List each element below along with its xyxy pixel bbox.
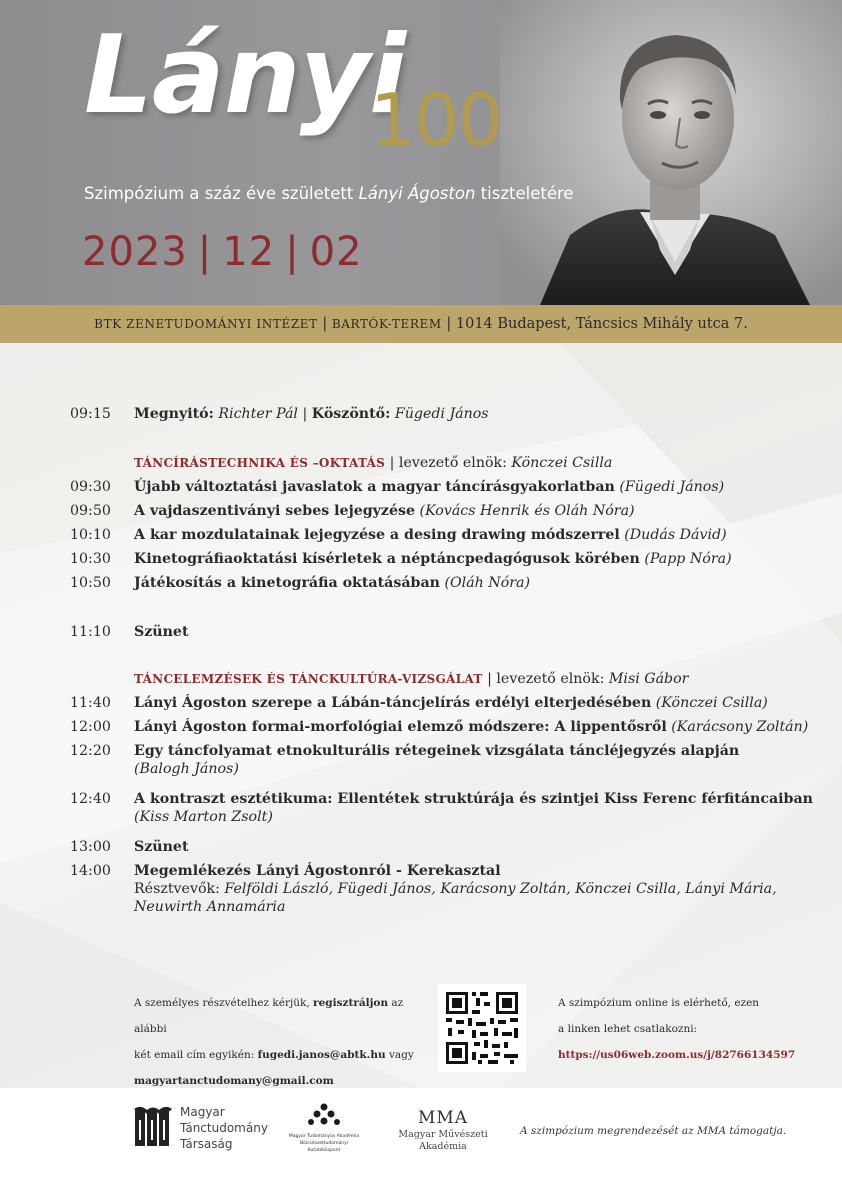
time: 11:10 bbox=[70, 624, 111, 640]
title-lanyi: Lányi bbox=[84, 13, 406, 138]
talk-speaker: (Balogh János) bbox=[134, 760, 239, 777]
welcome-name: Fügedi János bbox=[394, 406, 489, 422]
header-banner bbox=[0, 0, 842, 305]
event-date bbox=[82, 229, 363, 275]
org-name-line: Magyar Tudományos Akadémia bbox=[288, 1134, 360, 1139]
time: 09:15 bbox=[70, 406, 111, 422]
section-title: TÁNCELEMZÉSEK ÉS TÁNCKULTÚRA-VIZSGÁLAT bbox=[134, 672, 483, 686]
date-year: 2023 bbox=[82, 229, 188, 275]
support-note: A szimpózium megrendezését az MMA támogatja. bbox=[520, 1125, 787, 1137]
break-label: Szünet bbox=[134, 839, 189, 855]
date-separator: | bbox=[285, 229, 300, 275]
org-name-line: Társaság bbox=[180, 1137, 233, 1151]
talk-speaker: (Dudás Dávid) bbox=[624, 527, 727, 543]
chair-label: levezető elnök: bbox=[496, 671, 605, 687]
org-name-line: Tánctudomány bbox=[180, 1121, 268, 1135]
chair-name: Könczei Csilla bbox=[511, 455, 613, 471]
mma-logo-text bbox=[383, 1129, 503, 1153]
time: 12:00 bbox=[70, 719, 111, 735]
date-separator: | bbox=[197, 229, 213, 275]
mma-logo-mark: MMA bbox=[417, 1108, 469, 1128]
talk-title: Lányi Ágoston szerepe a Lábán-táncjelírás erdélyi elterjedésében bbox=[134, 695, 652, 711]
mtt-logo-icon bbox=[133, 1106, 173, 1150]
registration-bold: regisztráljon bbox=[313, 997, 389, 1009]
online-text: a linken lehet csatlakozni: bbox=[558, 1023, 698, 1035]
participants-label: Résztvevők: bbox=[134, 880, 220, 897]
registration-text: A személyes részvételhez kérjük, bbox=[134, 997, 314, 1009]
online-text: A szimpózium online is elérhető, ezen bbox=[558, 997, 760, 1009]
mtt-logo-text bbox=[180, 1104, 268, 1152]
time: 13:00 bbox=[70, 839, 111, 855]
time: 10:30 bbox=[70, 551, 111, 567]
talk-title: Lányi Ágoston formai-morfológiai elemző módszere: A lippentősről bbox=[134, 719, 667, 735]
mta-btk-logo-icon bbox=[308, 1103, 340, 1129]
portrait-photo bbox=[500, 0, 842, 305]
date-month: 12 bbox=[222, 229, 276, 275]
talk-title: Kinetográfiaoktatási kísérletek a néptáncpedagógusok körében bbox=[134, 551, 640, 567]
org-name-line: Magyar Művészeti bbox=[398, 1129, 488, 1140]
roundtable-title: Megemlékezés Lányi Ágostonról - Kerekasztal bbox=[134, 863, 501, 879]
talk-title: Játékosítás a kinetográfia oktatásában bbox=[134, 575, 440, 591]
subtitle-name: Lányi Ágoston bbox=[358, 184, 476, 203]
chair-name: Misi Gábor bbox=[608, 671, 689, 687]
talk-speaker: (Oláh Nóra) bbox=[444, 575, 531, 591]
mta-btk-logo-text bbox=[284, 1133, 364, 1154]
time: 12:40 bbox=[70, 791, 111, 807]
registration-text: két email cím egyikén: bbox=[134, 1049, 258, 1061]
opening-name: Richter Pál bbox=[218, 406, 298, 422]
org-name-line: Bölcsészettudományi bbox=[299, 1141, 349, 1146]
title-100: 100 bbox=[370, 78, 502, 162]
date-day: 02 bbox=[309, 229, 363, 275]
talk-speaker: (Fügedi János) bbox=[619, 479, 725, 495]
talk-speaker: (Kovács Henrik és Oláh Nóra) bbox=[419, 503, 635, 519]
time: 10:10 bbox=[70, 527, 111, 543]
talk-speaker: (Kiss Marton Zsolt) bbox=[134, 808, 273, 825]
talk-speaker: (Karácsony Zoltán) bbox=[671, 719, 809, 735]
time: 10:50 bbox=[70, 575, 111, 591]
section-title: TÁNCÍRÁSTECHNIKA ÉS –OKTATÁS bbox=[134, 456, 386, 470]
talk-title: A vajdaszentiványi sebes lejegyzése bbox=[134, 503, 416, 519]
venue-address: 1014 Budapest, Táncsics Mihály utca 7. bbox=[455, 316, 748, 332]
participants-line2: Neuwirth Annamária bbox=[134, 898, 286, 915]
online-info bbox=[558, 990, 818, 1068]
email-link-2[interactable]: magyartanctudomany@gmail.com bbox=[134, 1075, 334, 1087]
break-label: Szünet bbox=[134, 624, 189, 640]
opening-label: Megnyitó: bbox=[134, 406, 214, 422]
registration-info bbox=[134, 990, 424, 1094]
talk-title: A kontraszt esztétikuma: Ellentétek struktúrája és szintjei Kiss Ferenc férfitáncaiban bbox=[134, 791, 813, 807]
org-name-line: Magyar bbox=[180, 1105, 225, 1119]
time: 12:20 bbox=[70, 743, 111, 759]
subtitle-post: tiszteletére bbox=[475, 184, 574, 203]
talk-speaker: (Könczei Csilla) bbox=[655, 695, 768, 711]
time: 09:30 bbox=[70, 479, 111, 495]
time: 11:40 bbox=[70, 695, 111, 711]
registration-text: az alábbi bbox=[134, 997, 404, 1035]
subtitle bbox=[84, 184, 574, 203]
zoom-link[interactable]: https://us06web.zoom.us/j/82766134597 bbox=[558, 1049, 796, 1061]
venue-text: BTK ZENETUDOMÁNYI INTÉZET | BARTÓK-TEREM | 1014 Budapest, Táncsics Mihály utca 7. bbox=[94, 316, 748, 332]
org-name-line: Kutatóközpont bbox=[307, 1148, 341, 1153]
org-name-line: Akadémia bbox=[419, 1141, 467, 1152]
participants-line1: Felföldi László, Fügedi János, Karácsony Zoltán, Könczei Csilla, Lányi Mária, bbox=[224, 880, 777, 897]
venue-institute: BTK ZENETUDOMÁNYI INTÉZET bbox=[94, 317, 318, 331]
time: 14:00 bbox=[70, 863, 111, 879]
talk-title: Egy táncfolyamat etnokulturális rétegeinek vizsgálata táncléjegyzés alapján bbox=[134, 743, 740, 759]
talk-title: A kar mozdulatainak lejegyzése a desing drawing módszerrel bbox=[134, 527, 620, 543]
email-link-1[interactable]: fugedi.janos@abtk.hu bbox=[257, 1049, 386, 1061]
venue-room: BARTÓK-TEREM bbox=[331, 317, 442, 331]
subtitle-pre: Szimpózium a száz éve született bbox=[84, 184, 359, 203]
registration-text: vagy bbox=[385, 1049, 414, 1061]
qr-code[interactable] bbox=[438, 984, 526, 1072]
welcome-label: Köszöntő: bbox=[311, 406, 391, 422]
talk-title: Újabb változtatási javaslatok a magyar táncírásgyakorlatban bbox=[134, 479, 615, 495]
talk-speaker: (Papp Nóra) bbox=[644, 551, 732, 567]
chair-label: levezető elnök: bbox=[398, 455, 507, 471]
time: 09:50 bbox=[70, 503, 111, 519]
